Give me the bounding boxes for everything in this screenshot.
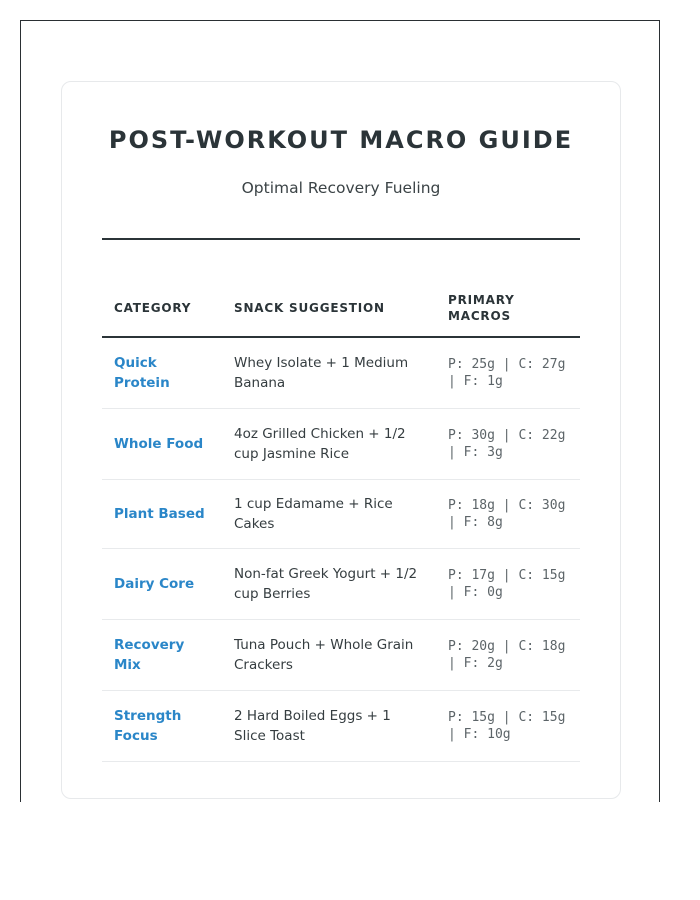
row-macros: P: 25g | C: 27g | F: 1g xyxy=(436,337,580,409)
table-row xyxy=(102,691,580,762)
row-category: Dairy Core xyxy=(102,549,222,620)
row-snack: 1 cup Edamame + Rice Cakes xyxy=(222,480,436,549)
row-category: Strength Focus xyxy=(102,691,222,762)
table-row xyxy=(102,409,580,480)
column-header-macros: PRIMARY MACROS xyxy=(436,280,580,337)
row-category: Recovery Mix xyxy=(102,620,222,691)
table-header-row xyxy=(102,280,580,337)
page-title: POST-WORKOUT MACRO GUIDE xyxy=(108,126,574,154)
row-macros: P: 20g | C: 18g | F: 2g xyxy=(436,620,580,691)
macro-table xyxy=(102,280,580,762)
row-macros: P: 30g | C: 22g | F: 3g xyxy=(436,409,580,480)
row-macros: P: 15g | C: 15g | F: 10g xyxy=(436,691,580,762)
row-category: Whole Food xyxy=(102,409,222,480)
row-snack: Whey Isolate + 1 Medium Banana xyxy=(222,337,436,409)
row-snack: 2 Hard Boiled Eggs + 1 Slice Toast xyxy=(222,691,436,762)
title-divider xyxy=(102,238,580,240)
row-category: Plant Based xyxy=(102,480,222,549)
page-subtitle: Optimal Recovery Fueling xyxy=(241,179,441,197)
table-row xyxy=(102,620,580,691)
table-row xyxy=(102,549,580,620)
row-snack: Non-fat Greek Yogurt + 1/2 cup Berries xyxy=(222,549,436,620)
row-snack: 4oz Grilled Chicken + 1/2 cup Jasmine Rice xyxy=(222,409,436,480)
row-snack: Tuna Pouch + Whole Grain Crackers xyxy=(222,620,436,691)
row-macros: P: 18g | C: 30g | F: 8g xyxy=(436,480,580,549)
column-header-snack: SNACK SUGGESTION xyxy=(222,280,436,337)
column-header-category: CATEGORY xyxy=(102,280,222,337)
row-category: Quick Protein xyxy=(102,337,222,409)
row-macros: P: 17g | C: 15g | F: 0g xyxy=(436,549,580,620)
table-row xyxy=(102,480,580,549)
table-row xyxy=(102,337,580,409)
